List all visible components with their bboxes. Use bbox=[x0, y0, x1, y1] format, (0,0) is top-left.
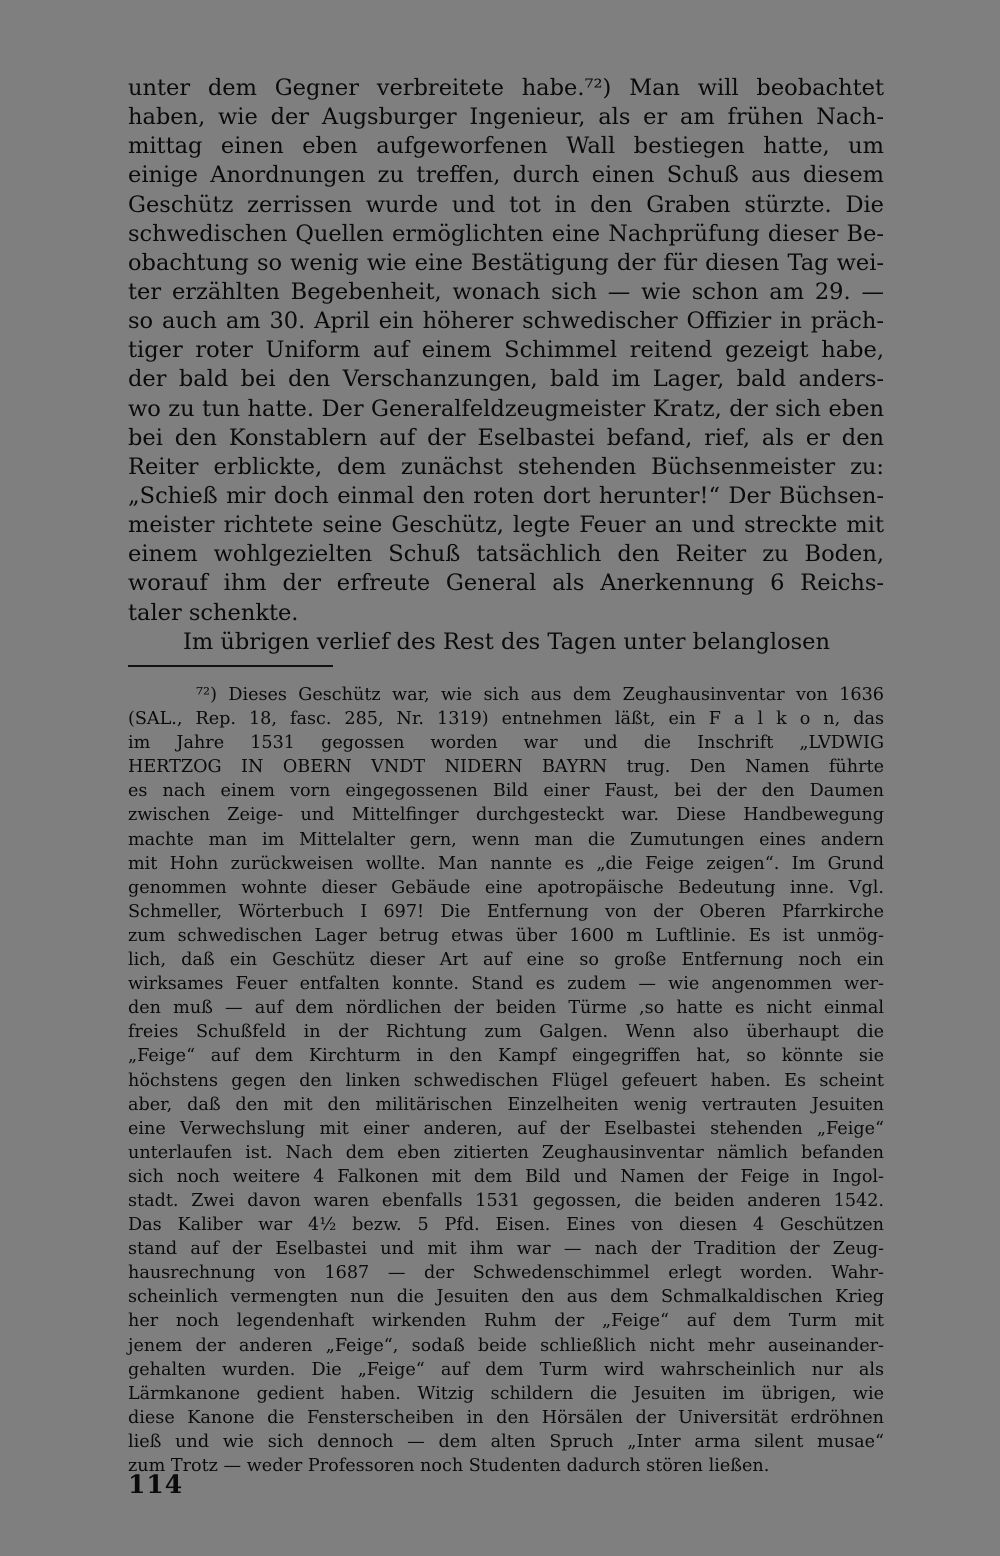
footnote-line: den muß — auf dem nördlichen der beiden Türme ,so hatte es nicht einmal bbox=[128, 998, 884, 1019]
footnote-line: ⁷²) Dieses Geschütz war, wie sich aus dem Zeughausinventar von 1636 bbox=[196, 685, 884, 705]
main-text-line: Geschütz zerrissen wurde und tot in den Graben stürzte. Die bbox=[128, 191, 884, 218]
main-text-line: meister richtete seine Geschütz, legte Feuer an und streckte mit bbox=[128, 512, 884, 539]
footnote-line: her noch legendenhaft wirkenden Ruhm der „Feige“ auf dem Turm mit bbox=[128, 1311, 884, 1332]
main-text-line: einem wohlgezielten Schuß tatsächlich den Reiter zu Boden, bbox=[128, 541, 884, 568]
footnote-line: Schmeller, Wörterbuch I 697! Die Entfernung von der Oberen Pfarrkirche bbox=[128, 901, 884, 922]
main-text-line: ter erzählten Begebenheit, wonach sich — wie schon am 29. — bbox=[128, 278, 884, 305]
footnote-line: genommen wohnte dieser Gebäude eine apotropäische Bedeutung inne. Vgl. bbox=[128, 877, 884, 898]
main-text-line: wo zu tun hatte. Der Generalfeldzeugmeister Kratz, der sich eben bbox=[128, 395, 884, 422]
footnote-line: diese Kanone die Fensterscheiben in den Hörsälen der Universität erdröhnen bbox=[128, 1407, 884, 1428]
footnote-line: mit Hohn zurückweisen wollte. Man nannte es „die Feige zeigen“. Im Grund bbox=[128, 853, 884, 874]
main-text-line: schwedischen Quellen ermöglichten eine Nachprüfung dieser Be- bbox=[128, 220, 884, 247]
footnote-line: zwischen Zeige- und Mittelfinger durchgesteckt war. Diese Handbewegung bbox=[128, 805, 884, 826]
main-text-line: Reiter erblickte, dem zunächst stehenden Büchsenmeister zu: bbox=[128, 453, 884, 480]
main-text-line: tiger roter Uniform auf einem Schimmel reitend gezeigt habe, bbox=[128, 337, 884, 364]
footnote-line: es nach einem vorn eingegossenen Bild einer Faust, bei der den Daumen bbox=[128, 781, 884, 802]
footnote-line: (SAL., Rep. 18, fasc. 285, Nr. 1319) entnehmen läßt, ein F a l k o n, das bbox=[128, 709, 884, 730]
footnote-line: im Jahre 1531 gegossen worden war und die Inschrift „LVDWIG bbox=[128, 733, 884, 754]
footnote-line: hausrechnung von 1687 — der Schwedenschimmel erlegt worden. Wahr- bbox=[128, 1263, 884, 1284]
footnote-line: unterlaufen ist. Nach dem eben zitierten Zeughausinventar nämlich befanden bbox=[128, 1142, 884, 1163]
main-text-line: taler schenkte. bbox=[128, 599, 299, 626]
main-text-line: so auch am 30. April ein höherer schwedischer Offizier in präch- bbox=[128, 308, 884, 335]
main-text-line: mittag einen eben aufgeworfenen Wall bestiegen hatte, um bbox=[128, 133, 884, 160]
footnote-line: „Feige“ auf dem Kirchturm in den Kampf eingegriffen hat, so könnte sie bbox=[128, 1046, 884, 1067]
footnote-line: jenem der anderen „Feige“, sodaß beide schließlich nicht mehr auseinander- bbox=[128, 1335, 884, 1356]
footnote-line: Das Kaliber war 4½ bezw. 5 Pfd. Eisen. Eines von diesen 4 Geschützen bbox=[128, 1215, 884, 1236]
page-number: 114 bbox=[128, 1470, 184, 1499]
footnote-line: stand auf der Eselbastei und mit ihm war — nach der Tradition der Zeug- bbox=[128, 1239, 884, 1260]
footnote-line: HERTZOG IN OBERN VNDT NIDERN BAYRN trug. Den Namen führte bbox=[128, 757, 884, 778]
footnote-line: Lärmkanone gedient haben. Witzig schildern die Jesuiten im übrigen, wie bbox=[128, 1383, 884, 1404]
footnote-line: freies Schußfeld in der Richtung zum Galgen. Wenn also überhaupt die bbox=[128, 1022, 884, 1043]
main-text-line: der bald bei den Verschanzungen, bald im Lager, bald anders- bbox=[128, 366, 884, 393]
main-text-line: worauf ihm der erfreute General als Anerkennung 6 Reichs- bbox=[128, 570, 884, 597]
main-text-line: Im übrigen verlief des Rest des Tagen unter belanglosen bbox=[183, 628, 830, 655]
footnote-line: wirksames Feuer entfalten konnte. Stand es zudem — wie angenommen wer- bbox=[128, 974, 884, 995]
footnote-line: höchstens gegen den linken schwedischen Flügel gefeuert haben. Es scheint bbox=[128, 1070, 884, 1091]
footnote-line: lich, daß ein Geschütz dieser Art auf eine so große Entfernung noch ein bbox=[128, 950, 884, 971]
footnote-line: machte man im Mittelalter gern, wenn man die Zumutungen eines andern bbox=[128, 829, 884, 850]
footnote-line: scheinlich vermengten nun die Jesuiten den aus dem Schmalkaldischen Krieg bbox=[128, 1287, 884, 1308]
footnote-separator-rule bbox=[128, 665, 333, 667]
footnote-line: eine Verwechslung mit einer anderen, auf der Eselbastei stehenden „Feige“ bbox=[128, 1118, 884, 1139]
main-text-line: einige Anordnungen zu treffen, durch einen Schuß aus diesem bbox=[128, 162, 884, 189]
main-text-block bbox=[128, 74, 884, 657]
footnote-line: aber, daß den mit den militärischen Einzelheiten wenig vertrauten Jesuiten bbox=[128, 1094, 884, 1115]
footnote-line: gehalten wurden. Die „Feige“ auf dem Turm wird wahrscheinlich nur als bbox=[128, 1359, 884, 1380]
footnote-line: zum Trotz — weder Professoren noch Studenten dadurch stören ließen. bbox=[128, 1456, 770, 1476]
footnote-line: ließ und wie sich dennoch — dem alten Spruch „Inter arma silent musae“ bbox=[128, 1431, 884, 1452]
main-text-line: obachtung so wenig wie eine Bestätigung der für diesen Tag wei- bbox=[128, 249, 884, 276]
footnote-line: zum schwedischen Lager betrug etwas über 1600 m Luftlinie. Es ist unmög- bbox=[128, 925, 884, 946]
footnote-block bbox=[128, 683, 884, 1478]
footnote-line: sich noch weitere 4 Falkonen mit dem Bild und Namen der Feige in Ingol- bbox=[128, 1166, 884, 1187]
main-text-line: unter dem Gegner verbreitete habe.⁷²) Man will beobachtet bbox=[128, 75, 884, 101]
main-text-line: „Schieß mir doch einmal den roten dort herunter!“ Der Büchsen- bbox=[128, 482, 884, 509]
main-text-line: bei den Konstablern auf der Eselbastei befand, rief, als er den bbox=[128, 424, 884, 451]
footnote-line: stadt. Zwei davon waren ebenfalls 1531 gegossen, die beiden anderen 1542. bbox=[128, 1190, 884, 1211]
main-text-line: haben, wie der Augsburger Ingenieur, als er am frühen Nach- bbox=[128, 104, 884, 131]
